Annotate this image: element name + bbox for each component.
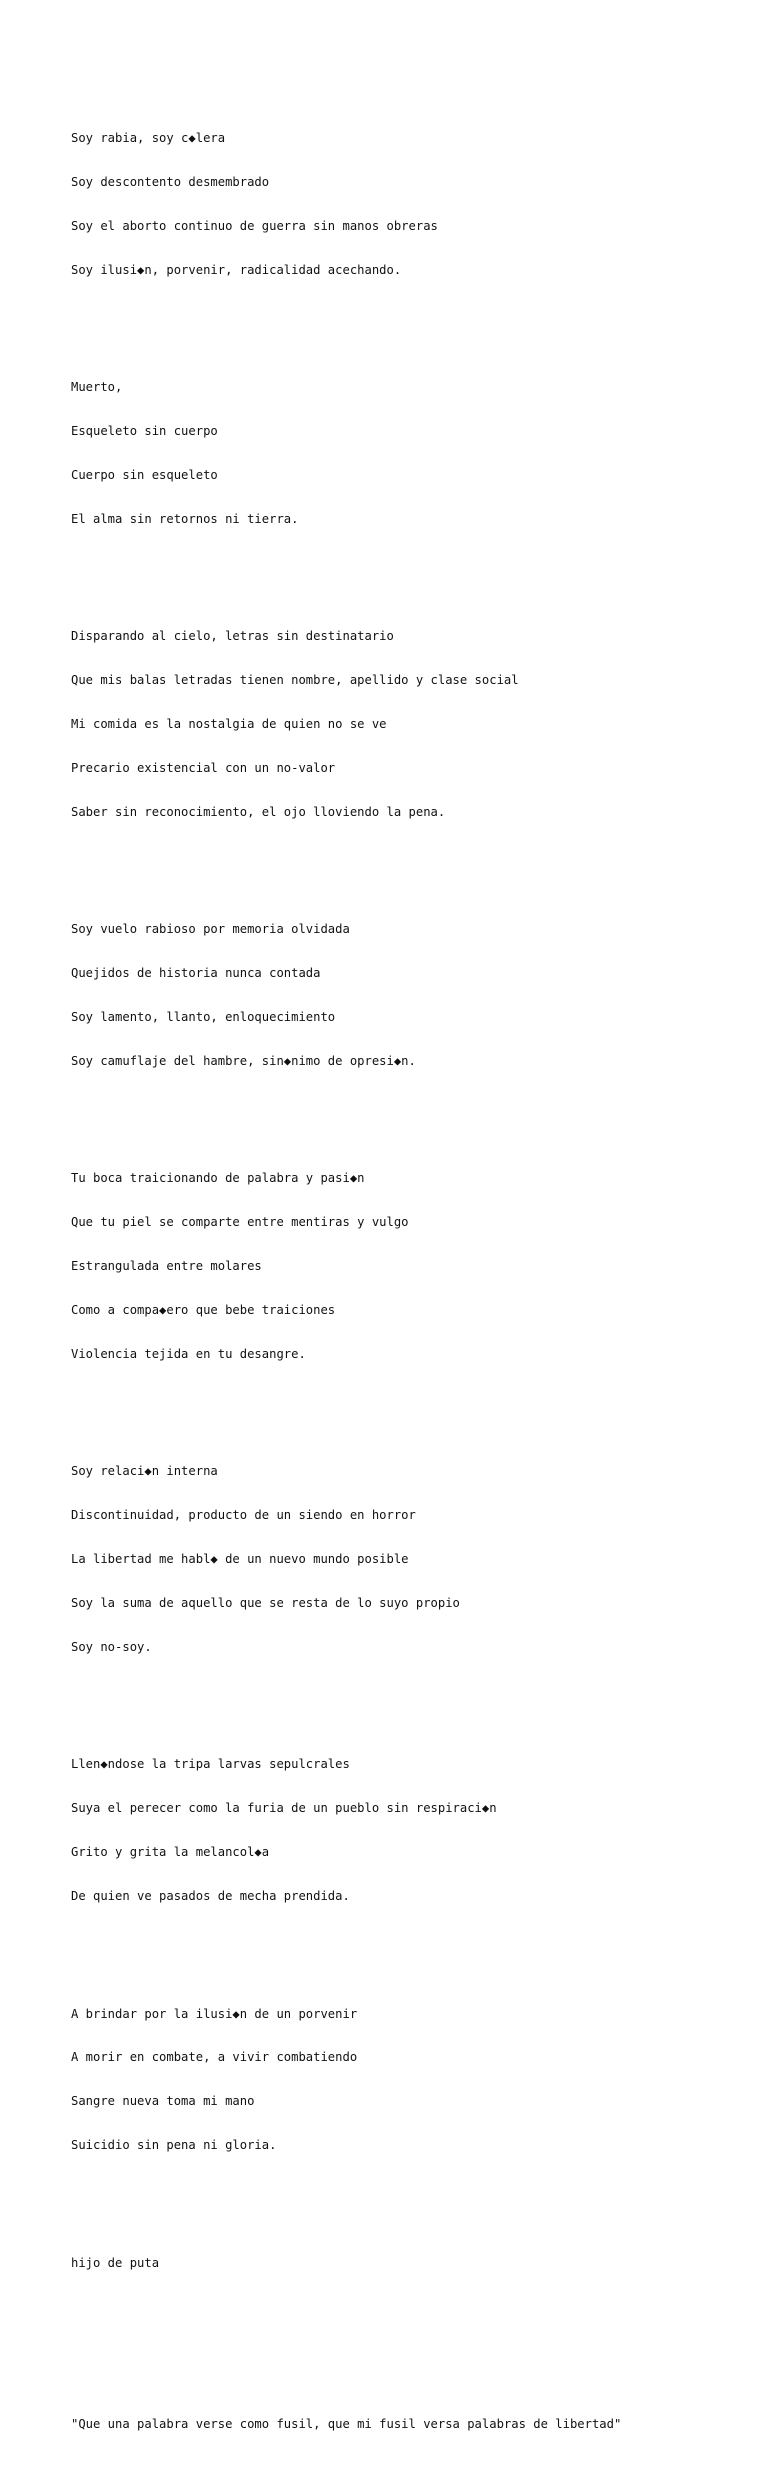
poem-line: El alma sin retornos ni tierra. — [71, 511, 299, 526]
poem-line: Saber sin reconocimiento, el ojo lloviendo la pena. — [71, 804, 446, 819]
poem-line: Soy camuflaje del hambre, sin◆nimo de opresi◆n. — [71, 1053, 416, 1068]
poem-line: Soy relaci◆n interna — [71, 1464, 218, 1479]
poem-line: Soy la suma de aquello que se resta de lo suyo propio — [71, 1596, 460, 1611]
poem-line: Grito y grita la melancol◆a — [71, 1845, 270, 1860]
poem-line: Muerto, — [71, 379, 123, 394]
poem-line: Soy rabia, soy c◆lera — [71, 130, 226, 145]
poem-line: Soy lamento, llanto, enloquecimiento — [71, 1009, 336, 1024]
poem-line: Soy ilusi◆n, porvenir, radicalidad acechando. — [71, 262, 402, 277]
stanza-4 — [71, 893, 751, 1098]
poem-document — [71, 72, 751, 2490]
poem-line: Soy no-soy. — [71, 1640, 152, 1655]
closing-quote: "Que una palabra verse como fusil, que mi fusil versa palabras de libertad" — [71, 2416, 622, 2431]
poem-line: Mi comida es la nostalgia de quien no se ve — [71, 716, 387, 731]
poem-line: Soy vuelo rabioso por memoria olvidada — [71, 922, 350, 937]
poem-line: Que mis balas letradas tienen nombre, apellido y clase social — [71, 672, 519, 687]
poem-line: De quien ve pasados de mecha prendida. — [71, 1889, 350, 1904]
stanza-1 — [71, 101, 751, 306]
poem-line: Quejidos de historia nunca contada — [71, 965, 321, 980]
stanza-5 — [71, 1142, 751, 1391]
poem-line: Llen◆ndose la tripa larvas sepulcrales — [71, 1757, 350, 1772]
poem-line: Estrangulada entre molares — [71, 1259, 262, 1274]
poem-line: Suicidio sin pena ni gloria. — [71, 2138, 277, 2153]
poem-line: hijo de puta — [71, 2255, 160, 2270]
stanza-8 — [71, 1977, 751, 2182]
poem-line: A brindar por la ilusi◆n de un porvenir — [71, 2006, 358, 2021]
poem-line: Tu boca traicionando de palabra y pasi◆n — [71, 1171, 365, 1186]
poem-line: Violencia tejida en tu desangre. — [71, 1347, 306, 1362]
poem-line: Esqueleto sin cuerpo — [71, 423, 218, 438]
poem-line: Soy el aborto continuo de guerra sin manos obreras — [71, 218, 438, 233]
stanza-2 — [71, 350, 751, 555]
stanza-6 — [71, 1435, 751, 1684]
poem-line: Como a compa◆ero que bebe traiciones — [71, 1303, 336, 1318]
poem-line: Soy descontento desmembrado — [71, 174, 270, 189]
poem-line: Disparando al cielo, letras sin destinatario — [71, 628, 394, 643]
poem-line: La libertad me habl◆ de un nuevo mundo posible — [71, 1552, 409, 1567]
poem-line: A morir en combate, a vivir combatiendo — [71, 2050, 358, 2065]
stanza-7 — [71, 1728, 751, 1933]
poem-line: Que tu piel se comparte entre mentiras y vulgo — [71, 1215, 409, 1230]
poem-line: Sangre nueva toma mi mano — [71, 2094, 255, 2109]
poem-line: Cuerpo sin esqueleto — [71, 467, 218, 482]
closing-quote-block — [71, 2388, 751, 2461]
blank-gap — [71, 2344, 751, 2359]
poem-line: Suya el perecer como la furia de un pueblo sin respiraci◆n — [71, 1801, 497, 1816]
poem-line: Precario existencial con un no-valor — [71, 760, 336, 775]
stanza-9 — [71, 2226, 751, 2299]
poem-line: Discontinuidad, producto de un siendo en horror — [71, 1508, 416, 1523]
stanza-3 — [71, 600, 751, 849]
